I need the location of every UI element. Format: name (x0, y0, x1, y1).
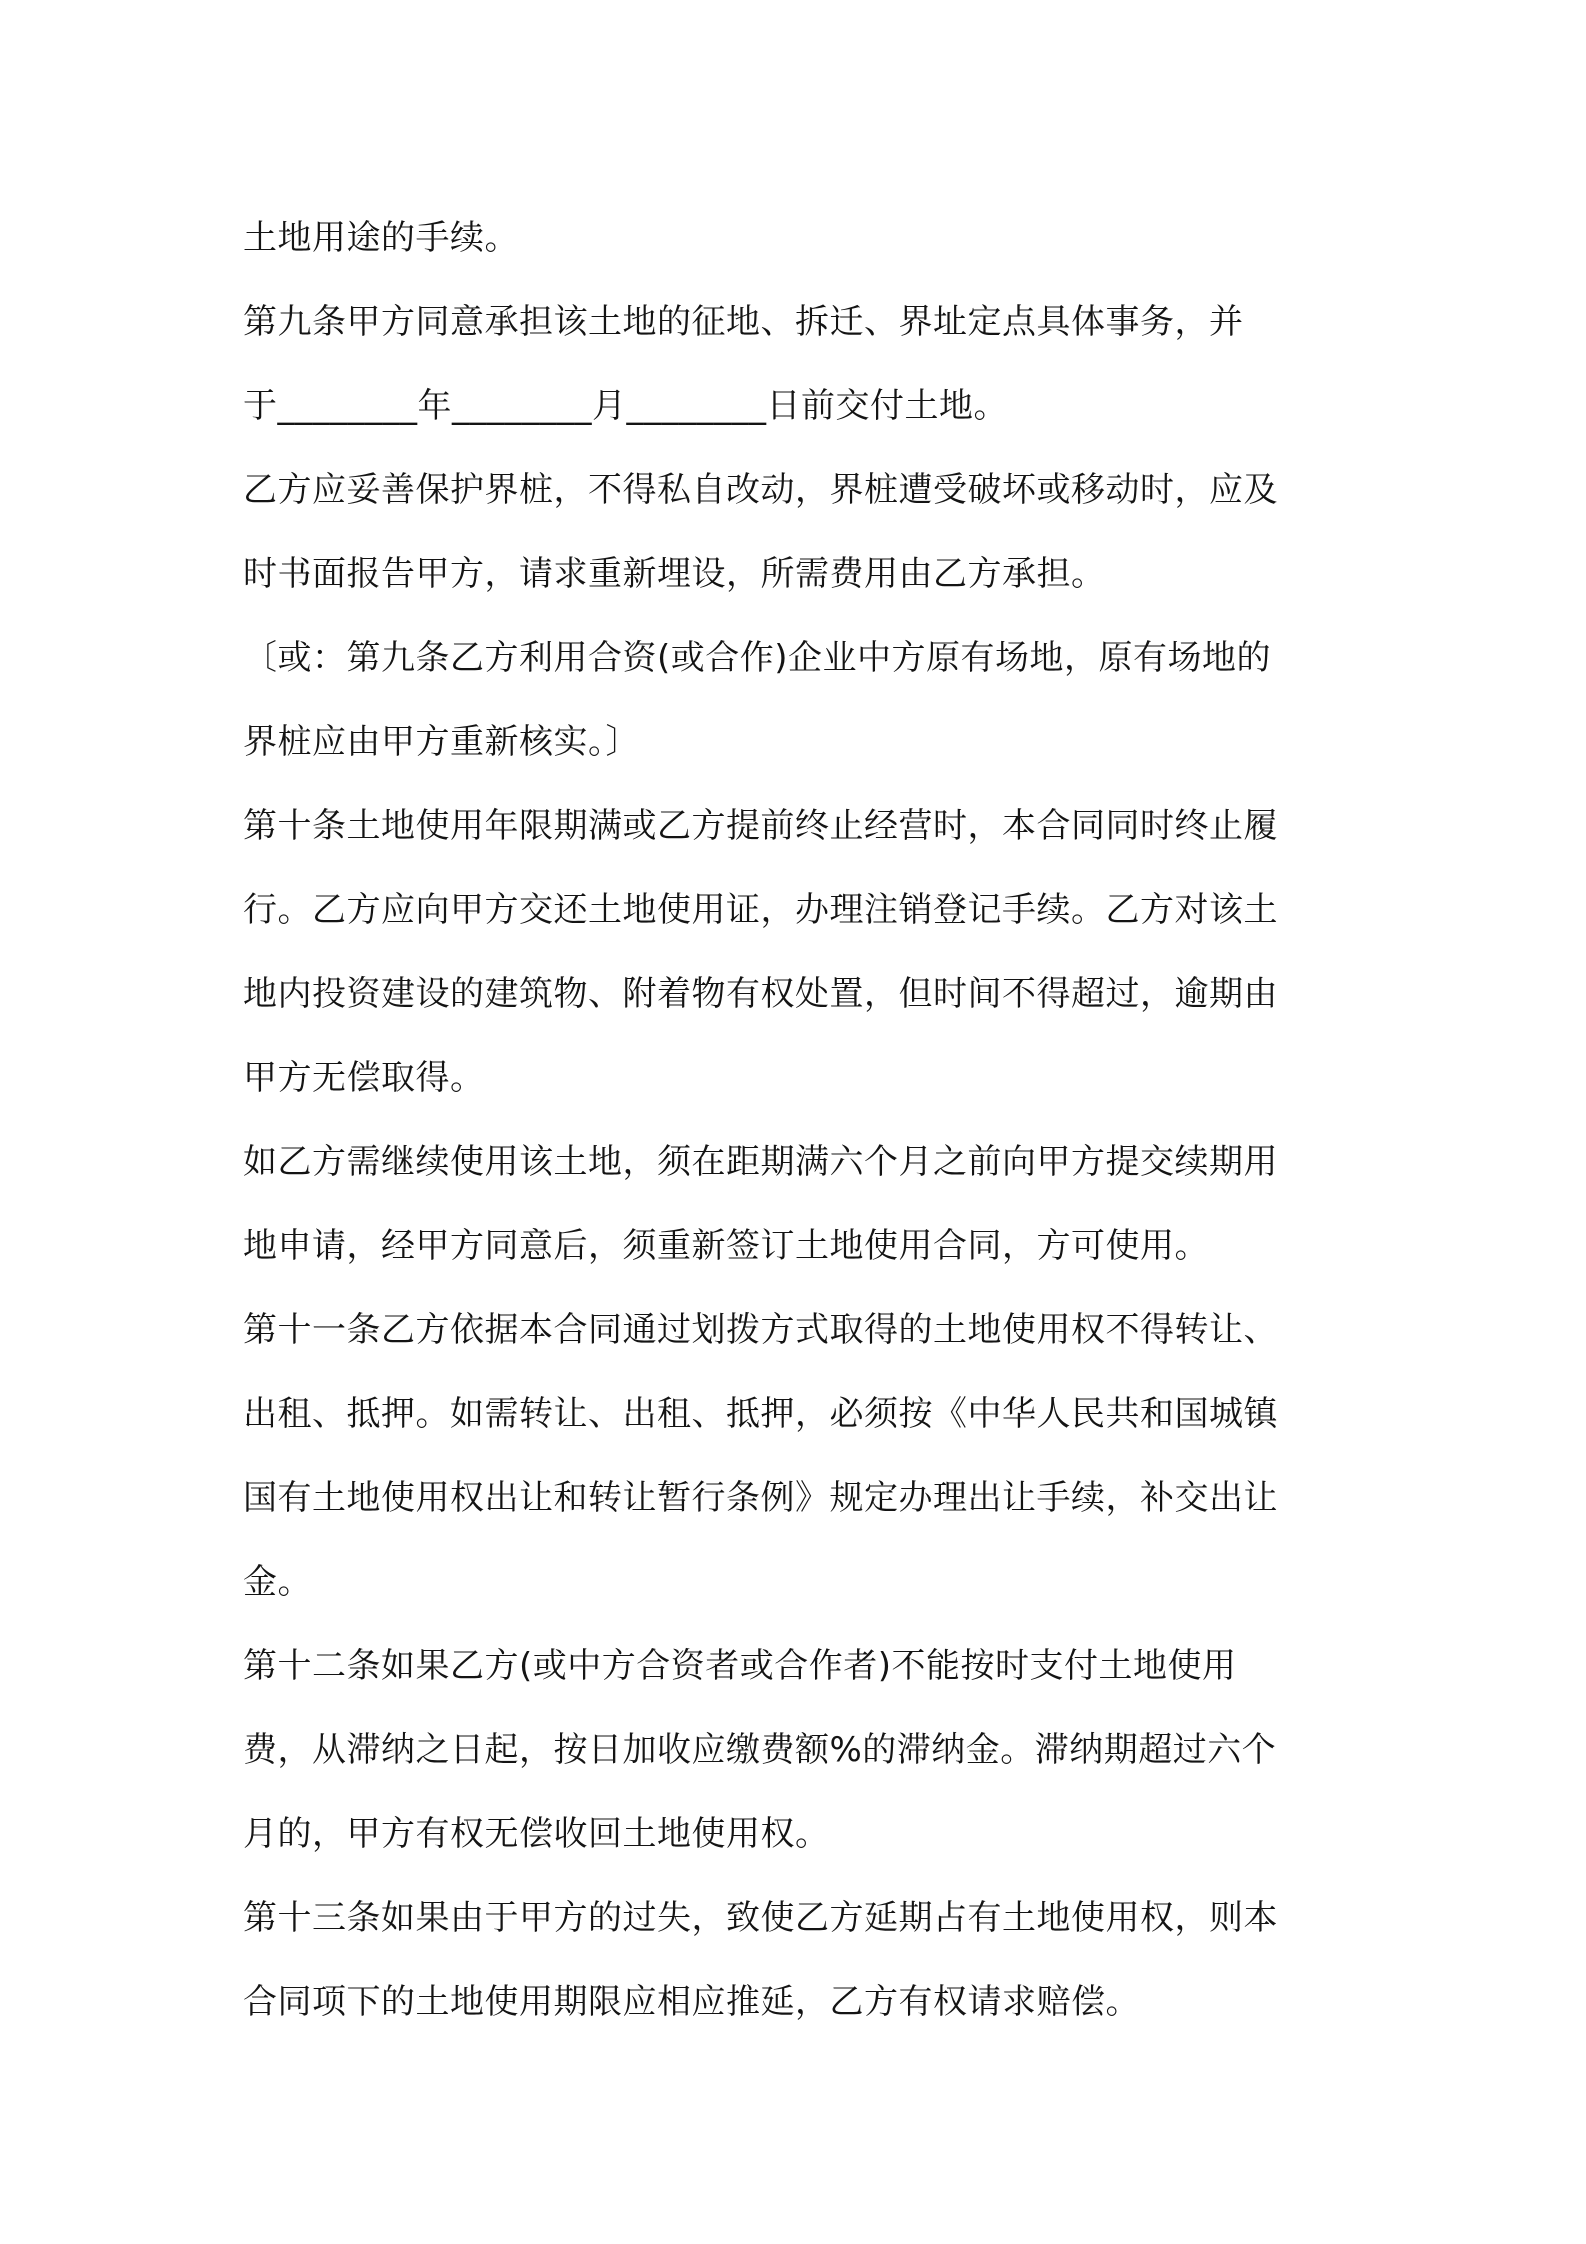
text-line: 第十二条如果乙方(或中方合资者或合作者)不能按时支付土地使用 (243, 1646, 1237, 1686)
text-line: 第十三条如果由于甲方的过失，致使乙方延期占有土地使用权，则本 (243, 1898, 1278, 1938)
text-line: 合同项下的土地使用期限应相应推延，乙方有权请求赔偿。 (243, 1982, 1140, 2022)
text-line: 地内投资建设的建筑物、附着物有权处置，但时间不得超过，逾期由 (243, 974, 1278, 1014)
text-line: 金。 (243, 1562, 312, 1602)
text-line: 乙方应妥善保护界桩，不得私自改动，界桩遭受破坏或移动时，应及 (243, 470, 1278, 510)
paragraph-article-10 (243, 784, 1358, 1120)
text-line: 甲方无偿取得。 (243, 1058, 485, 1098)
paragraph-renewal (243, 1120, 1358, 1288)
text-line: 地申请，经甲方同意后，须重新签订土地使用合同，方可使用。 (243, 1226, 1209, 1266)
text-line: 行。乙方应向甲方交还土地使用证，办理注销登记手续。乙方对该土 (243, 890, 1278, 930)
text-line: 第十一条乙方依据本合同通过划拨方式取得的土地使用权不得转让、 (243, 1310, 1278, 1350)
paragraph-article-9 (243, 280, 1358, 448)
text-line: 界桩应由甲方重新核实。〕 (243, 722, 640, 762)
paragraph-article-12 (243, 1624, 1358, 1876)
text-line: 时书面报告甲方，请求重新埋设，所需费用由乙方承担。 (243, 554, 1106, 594)
text-line: 费，从滞纳之日起，按日加收应缴费额%的滞纳金。滞纳期超过六个 (243, 1730, 1277, 1770)
text-line: 〔或：第九条乙方利用合资(或合作)企业中方原有场地，原有场地的 (243, 638, 1272, 678)
text-line: 土地用途的手续。 (243, 218, 519, 258)
paragraph-article-11 (243, 1288, 1358, 1624)
text-line: 如乙方需继续使用该土地，须在距期满六个月之前向甲方提交续期用 (243, 1142, 1278, 1182)
text-line: 于________年________月________日前交付土地。 (243, 386, 1008, 426)
text-line: 出租、抵押。如需转让、出租、抵押，必须按《中华人民共和国城镇 (243, 1394, 1278, 1434)
paragraph-article-13 (243, 1876, 1358, 2044)
document-body (243, 196, 1358, 2044)
text-line: 第九条甲方同意承担该土地的征地、拆迁、界址定点具体事务，并 (243, 302, 1244, 342)
text-line: 第十条土地使用年限期满或乙方提前终止经营时，本合同同时终止履 (243, 806, 1278, 846)
text-line: 月的，甲方有权无偿收回土地使用权。 (243, 1814, 830, 1854)
paragraph-boundary-markers (243, 448, 1358, 616)
paragraph-land-use-procedure (243, 196, 1358, 280)
paragraph-article-9-alternative (243, 616, 1358, 784)
text-line: 国有土地使用权出让和转让暂行条例》规定办理出让手续，补交出让 (243, 1478, 1278, 1518)
